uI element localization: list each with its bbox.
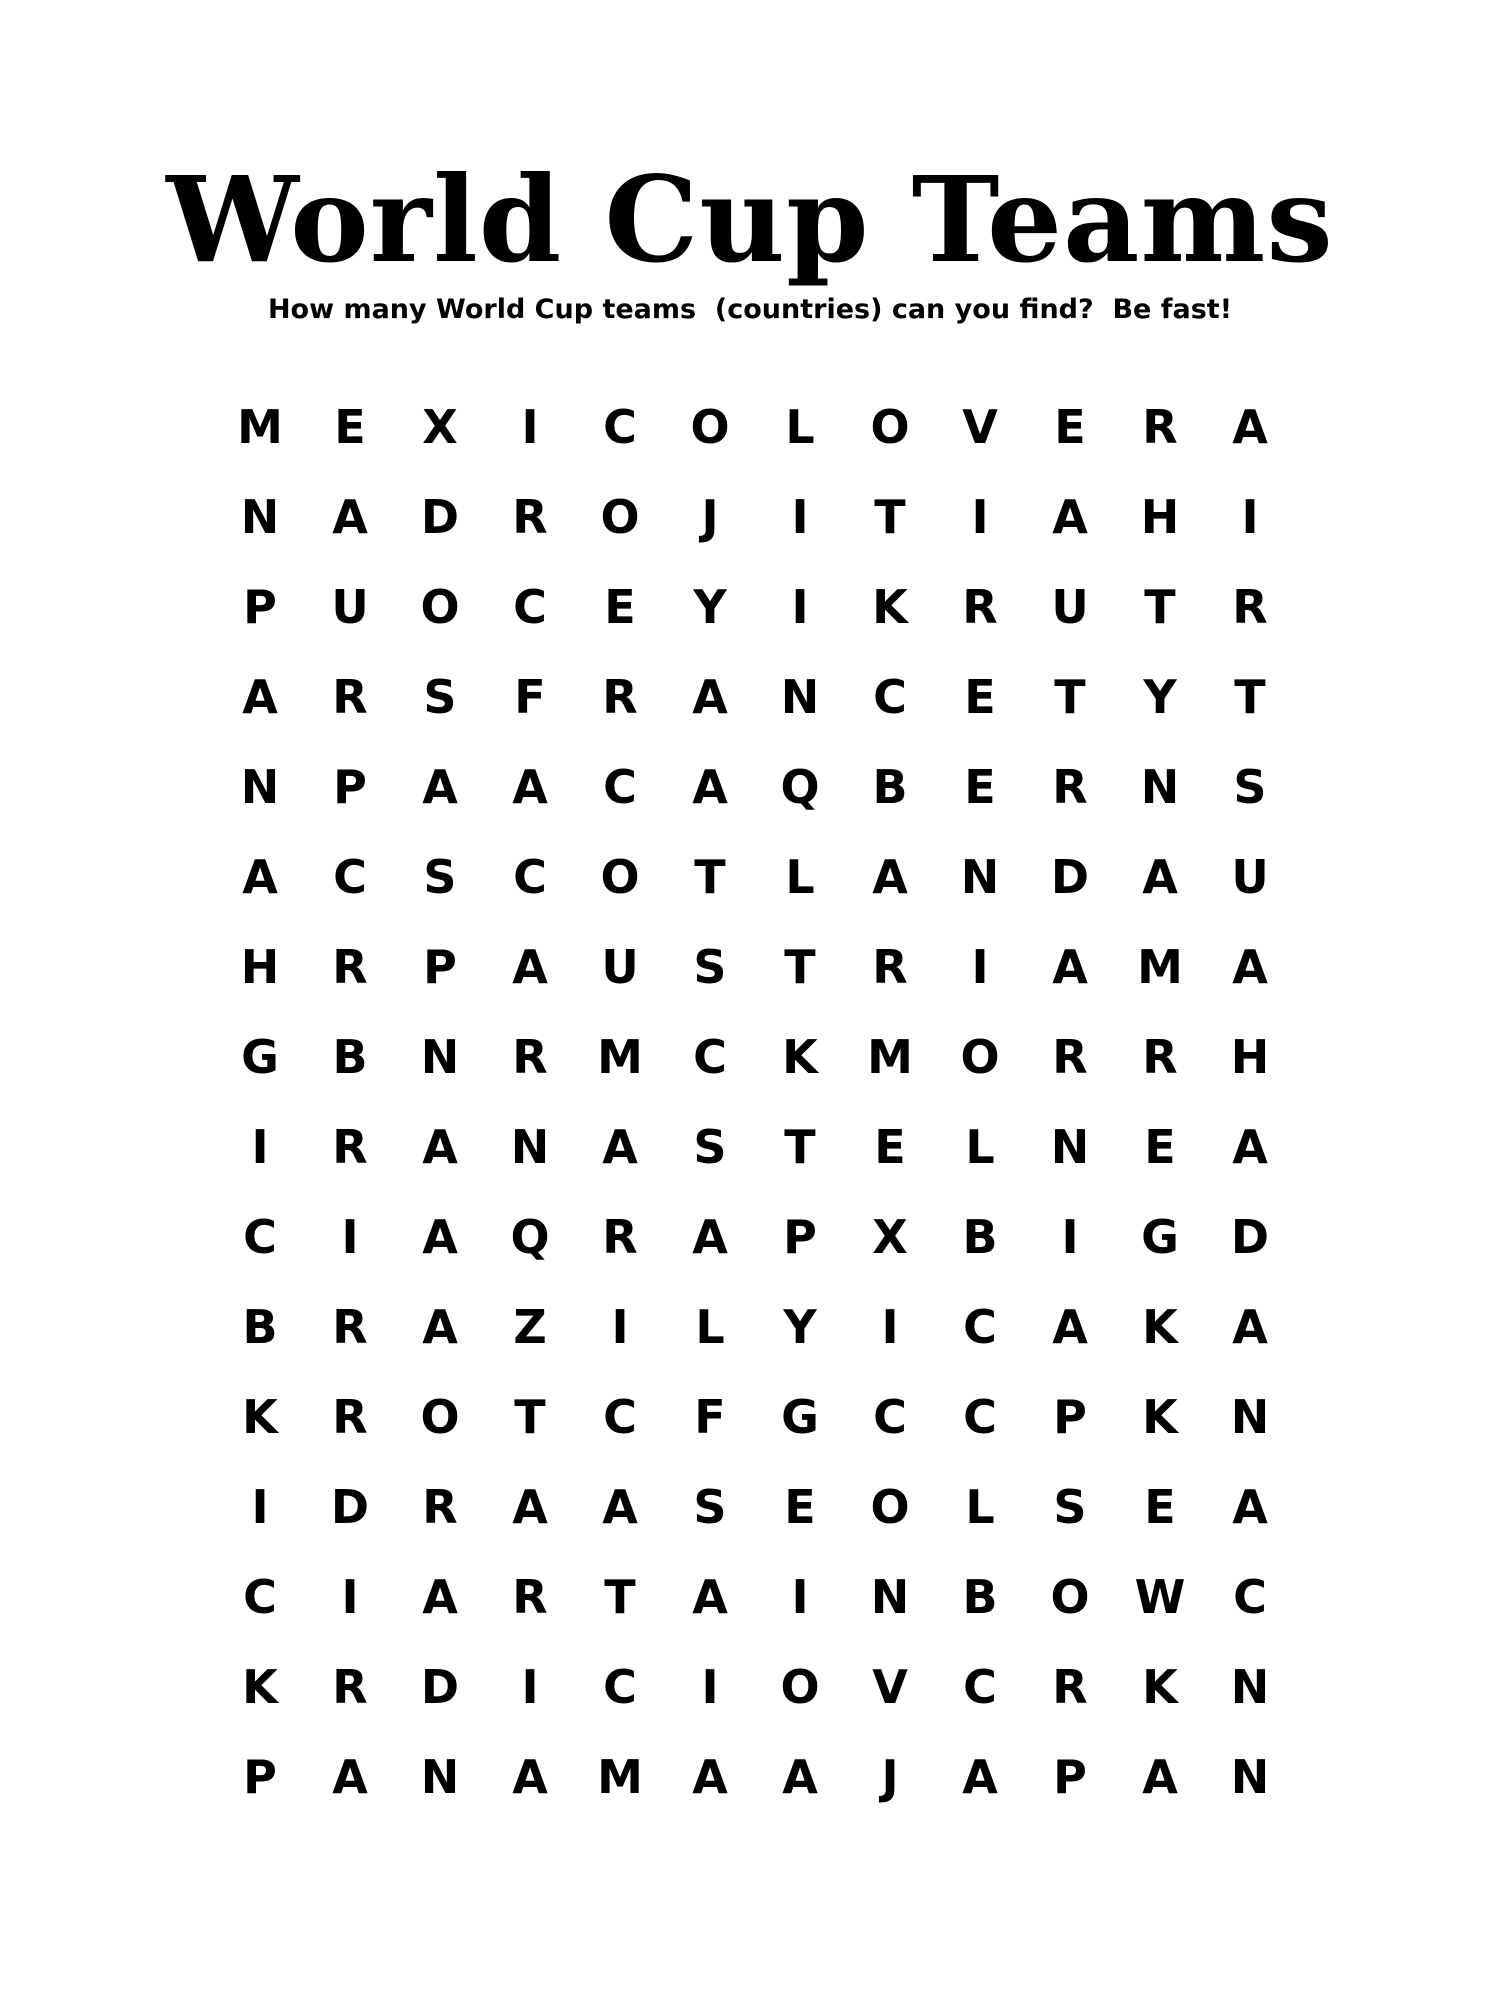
grid-letter: R	[962, 580, 998, 634]
grid-letter: E	[1054, 400, 1086, 454]
grid-letter: D	[420, 490, 460, 544]
grid-letter: D	[1050, 850, 1090, 904]
grid-letter: I	[791, 580, 809, 634]
grid-letter: N	[420, 1030, 460, 1084]
grid-letter: P	[1053, 1750, 1087, 1804]
grid-letter: N	[960, 850, 1000, 904]
grid-letter: J	[701, 490, 719, 544]
grid-letter: A	[692, 1570, 728, 1624]
grid-letter: I	[971, 940, 989, 994]
grid-letter: B	[962, 1570, 998, 1624]
grid-letter: A	[512, 1750, 548, 1804]
grid-letter: C	[873, 1390, 907, 1444]
grid-letter: U	[1051, 580, 1089, 634]
grid-letter: C	[963, 1300, 997, 1354]
grid-letter: T	[1234, 670, 1266, 724]
grid-letter: O	[960, 1030, 1000, 1084]
grid-letter: R	[1142, 400, 1178, 454]
page-instructions: How many World Cup teams (countries) can you find? Be fast!	[267, 294, 1233, 325]
grid-letter: A	[692, 1210, 728, 1264]
grid-letter: A	[1142, 850, 1178, 904]
grid-letter: L	[965, 1120, 995, 1174]
grid-letter: A	[692, 1750, 728, 1804]
grid-letter: S	[1233, 760, 1267, 814]
grid-letter: F	[694, 1390, 726, 1444]
grid-letter: N	[1230, 1750, 1270, 1804]
grid-letter: A	[512, 940, 548, 994]
grid-letter: R	[1142, 1030, 1178, 1084]
grid-letter: K	[782, 1030, 818, 1084]
grid-letter: R	[512, 1570, 548, 1624]
grid-letter: S	[693, 940, 727, 994]
grid-letter: Y	[783, 1300, 817, 1354]
grid-letter: O	[870, 400, 910, 454]
grid-letter: C	[513, 850, 547, 904]
grid-letter: G	[1141, 1210, 1179, 1264]
grid-letter: A	[422, 1210, 458, 1264]
grid-letter: R	[1052, 1030, 1088, 1084]
grid-letter: N	[1230, 1390, 1270, 1444]
grid-letter: A	[1232, 1300, 1268, 1354]
grid-letter: R	[332, 940, 368, 994]
grid-letter: E	[604, 580, 636, 634]
grid-letter: V	[962, 400, 998, 454]
grid-letter: A	[692, 670, 728, 724]
grid-letter: I	[791, 1570, 809, 1624]
grid-letter: R	[872, 940, 908, 994]
grid-letter: T	[1054, 670, 1086, 724]
grid-letter: I	[1061, 1210, 1079, 1264]
grid-letter: K	[1142, 1660, 1178, 1714]
grid-letter: B	[332, 1030, 368, 1084]
grid-letter: E	[1144, 1120, 1176, 1174]
grid-letter: O	[420, 580, 460, 634]
grid-letter: R	[332, 1660, 368, 1714]
grid-letter: B	[242, 1300, 278, 1354]
grid-letter: E	[784, 1480, 816, 1534]
grid-letter: A	[512, 760, 548, 814]
grid-letter: B	[872, 760, 908, 814]
grid-letter: B	[962, 1210, 998, 1264]
grid-letter: S	[693, 1120, 727, 1174]
grid-letter: I	[881, 1300, 899, 1354]
grid-letter: K	[1142, 1300, 1178, 1354]
grid-letter: A	[422, 1120, 458, 1174]
grid-letter: P	[333, 760, 367, 814]
grid-letter: C	[603, 1390, 637, 1444]
grid-letter: H	[240, 940, 280, 994]
grid-letter: R	[332, 1120, 368, 1174]
grid-letter: U	[1231, 850, 1269, 904]
grid-letter: T	[784, 1120, 816, 1174]
grid-letter: C	[243, 1210, 277, 1264]
grid-letter: A	[242, 850, 278, 904]
grid-letter: A	[1232, 1480, 1268, 1534]
grid-letter: O	[780, 1660, 820, 1714]
grid-letter: G	[781, 1390, 819, 1444]
grid-letter: I	[341, 1570, 359, 1624]
grid-letter: Y	[693, 580, 727, 634]
grid-letter: Q	[780, 760, 820, 814]
grid-letter: D	[420, 1660, 460, 1714]
grid-letter: S	[423, 850, 457, 904]
grid-letter: C	[333, 850, 367, 904]
grid-letter: N	[1050, 1120, 1090, 1174]
grid-letter: M	[1137, 940, 1183, 994]
grid-letter: P	[423, 940, 457, 994]
grid-letter: L	[785, 850, 815, 904]
grid-letter: A	[1142, 1750, 1178, 1804]
grid-letter: L	[965, 1480, 995, 1534]
grid-letter: I	[701, 1660, 719, 1714]
grid-letter: Q	[510, 1210, 550, 1264]
grid-letter: I	[971, 490, 989, 544]
grid-letter: C	[873, 670, 907, 724]
grid-letter: O	[420, 1390, 460, 1444]
grid-letter: V	[872, 1660, 908, 1714]
grid-letter: T	[604, 1570, 636, 1624]
grid-letter: A	[692, 760, 728, 814]
grid-letter: C	[243, 1570, 277, 1624]
grid-letter: P	[243, 580, 277, 634]
grid-letter: L	[695, 1300, 725, 1354]
grid-letter: I	[251, 1120, 269, 1174]
grid-letter: R	[1232, 580, 1268, 634]
grid-letter: A	[332, 1750, 368, 1804]
grid-letter: A	[512, 1480, 548, 1534]
grid-letter: O	[690, 400, 730, 454]
grid-letter: W	[1134, 1570, 1186, 1624]
grid-letter: P	[783, 1210, 817, 1264]
grid-letter: P	[1053, 1390, 1087, 1444]
grid-letter: R	[422, 1480, 458, 1534]
grid-letter: Z	[513, 1300, 547, 1354]
grid-letter: N	[780, 670, 820, 724]
grid-letter: R	[602, 1210, 638, 1264]
grid-letter: N	[420, 1750, 460, 1804]
grid-letter: A	[602, 1480, 638, 1534]
grid-letter: T	[514, 1390, 546, 1444]
grid-letter: A	[1232, 940, 1268, 994]
grid-letter: K	[242, 1660, 278, 1714]
grid-letter: O	[600, 850, 640, 904]
grid-letter: E	[964, 760, 996, 814]
grid-letter: P	[243, 1750, 277, 1804]
grid-letter: E	[964, 670, 996, 724]
grid-letter: K	[1142, 1390, 1178, 1444]
grid-letter: R	[332, 670, 368, 724]
grid-letter: M	[597, 1750, 643, 1804]
grid-letter: I	[521, 400, 539, 454]
grid-letter: O	[870, 1480, 910, 1534]
grid-letter: A	[872, 850, 908, 904]
grid-letter: E	[874, 1120, 906, 1174]
grid-letter: A	[1232, 400, 1268, 454]
grid-letter: H	[1140, 490, 1180, 544]
grid-letter: A	[1052, 490, 1088, 544]
grid-letter: C	[963, 1390, 997, 1444]
grid-letter: K	[242, 1390, 278, 1444]
grid-letter: C	[693, 1030, 727, 1084]
grid-letter: X	[872, 1210, 908, 1264]
grid-letter: C	[603, 760, 637, 814]
grid-letter: L	[785, 400, 815, 454]
grid-letter: F	[514, 670, 546, 724]
grid-letter: I	[521, 1660, 539, 1714]
grid-letter: T	[1144, 580, 1176, 634]
grid-letter: A	[602, 1120, 638, 1174]
grid-letter: N	[240, 490, 280, 544]
grid-letter: N	[870, 1570, 910, 1624]
grid-letter: I	[791, 490, 809, 544]
grid-letter: I	[341, 1210, 359, 1264]
grid-letter: R	[332, 1300, 368, 1354]
grid-letter: E	[334, 400, 366, 454]
grid-letter: C	[603, 400, 637, 454]
grid-letter: X	[422, 400, 458, 454]
grid-letter: Y	[1143, 670, 1177, 724]
grid-letter: T	[784, 940, 816, 994]
grid-letter: C	[1233, 1570, 1267, 1624]
grid-letter: R	[512, 490, 548, 544]
grid-letter: S	[423, 670, 457, 724]
grid-letter: N	[240, 760, 280, 814]
grid-letter: H	[1230, 1030, 1270, 1084]
word-search-grid	[215, 382, 1295, 1822]
grid-letter: J	[881, 1750, 899, 1804]
grid-letter: M	[597, 1030, 643, 1084]
grid-letter: R	[332, 1390, 368, 1444]
grid-letter: T	[874, 490, 906, 544]
grid-letter: A	[422, 1300, 458, 1354]
grid-letter: R	[602, 670, 638, 724]
grid-letter: A	[782, 1750, 818, 1804]
grid-letter: C	[963, 1660, 997, 1714]
grid-letter: S	[693, 1480, 727, 1534]
grid-letter: O	[600, 490, 640, 544]
grid-letter: D	[1230, 1210, 1270, 1264]
grid-letter: N	[510, 1120, 550, 1174]
grid-letter: G	[241, 1030, 279, 1084]
grid-letter: A	[1232, 1120, 1268, 1174]
grid-letter: N	[1230, 1660, 1270, 1714]
grid-letter: R	[1052, 760, 1088, 814]
grid-letter: A	[422, 1570, 458, 1624]
grid-letter: M	[237, 400, 283, 454]
grid-letter: S	[1053, 1480, 1087, 1534]
grid-letter: A	[962, 1750, 998, 1804]
grid-letter: D	[330, 1480, 370, 1534]
grid-letter: C	[603, 1660, 637, 1714]
grid-letter: A	[242, 670, 278, 724]
grid-letter: I	[251, 1480, 269, 1534]
grid-letter: U	[331, 580, 369, 634]
grid-letter: O	[1050, 1570, 1090, 1624]
grid-letter: A	[1052, 940, 1088, 994]
grid-letter: I	[611, 1300, 629, 1354]
grid-letter: R	[1052, 1660, 1088, 1714]
page-title: World Cup Teams	[166, 150, 1334, 289]
grid-letter: M	[867, 1030, 913, 1084]
grid-letter: E	[1144, 1480, 1176, 1534]
grid-letter: I	[1241, 490, 1259, 544]
grid-letter: A	[1052, 1300, 1088, 1354]
grid-letter: A	[332, 490, 368, 544]
grid-letter: R	[512, 1030, 548, 1084]
grid-letter: K	[872, 580, 908, 634]
grid-letter: A	[422, 760, 458, 814]
grid-letter: T	[694, 850, 726, 904]
grid-letter: U	[601, 940, 639, 994]
grid-letter: N	[1140, 760, 1180, 814]
grid-letter: C	[513, 580, 547, 634]
